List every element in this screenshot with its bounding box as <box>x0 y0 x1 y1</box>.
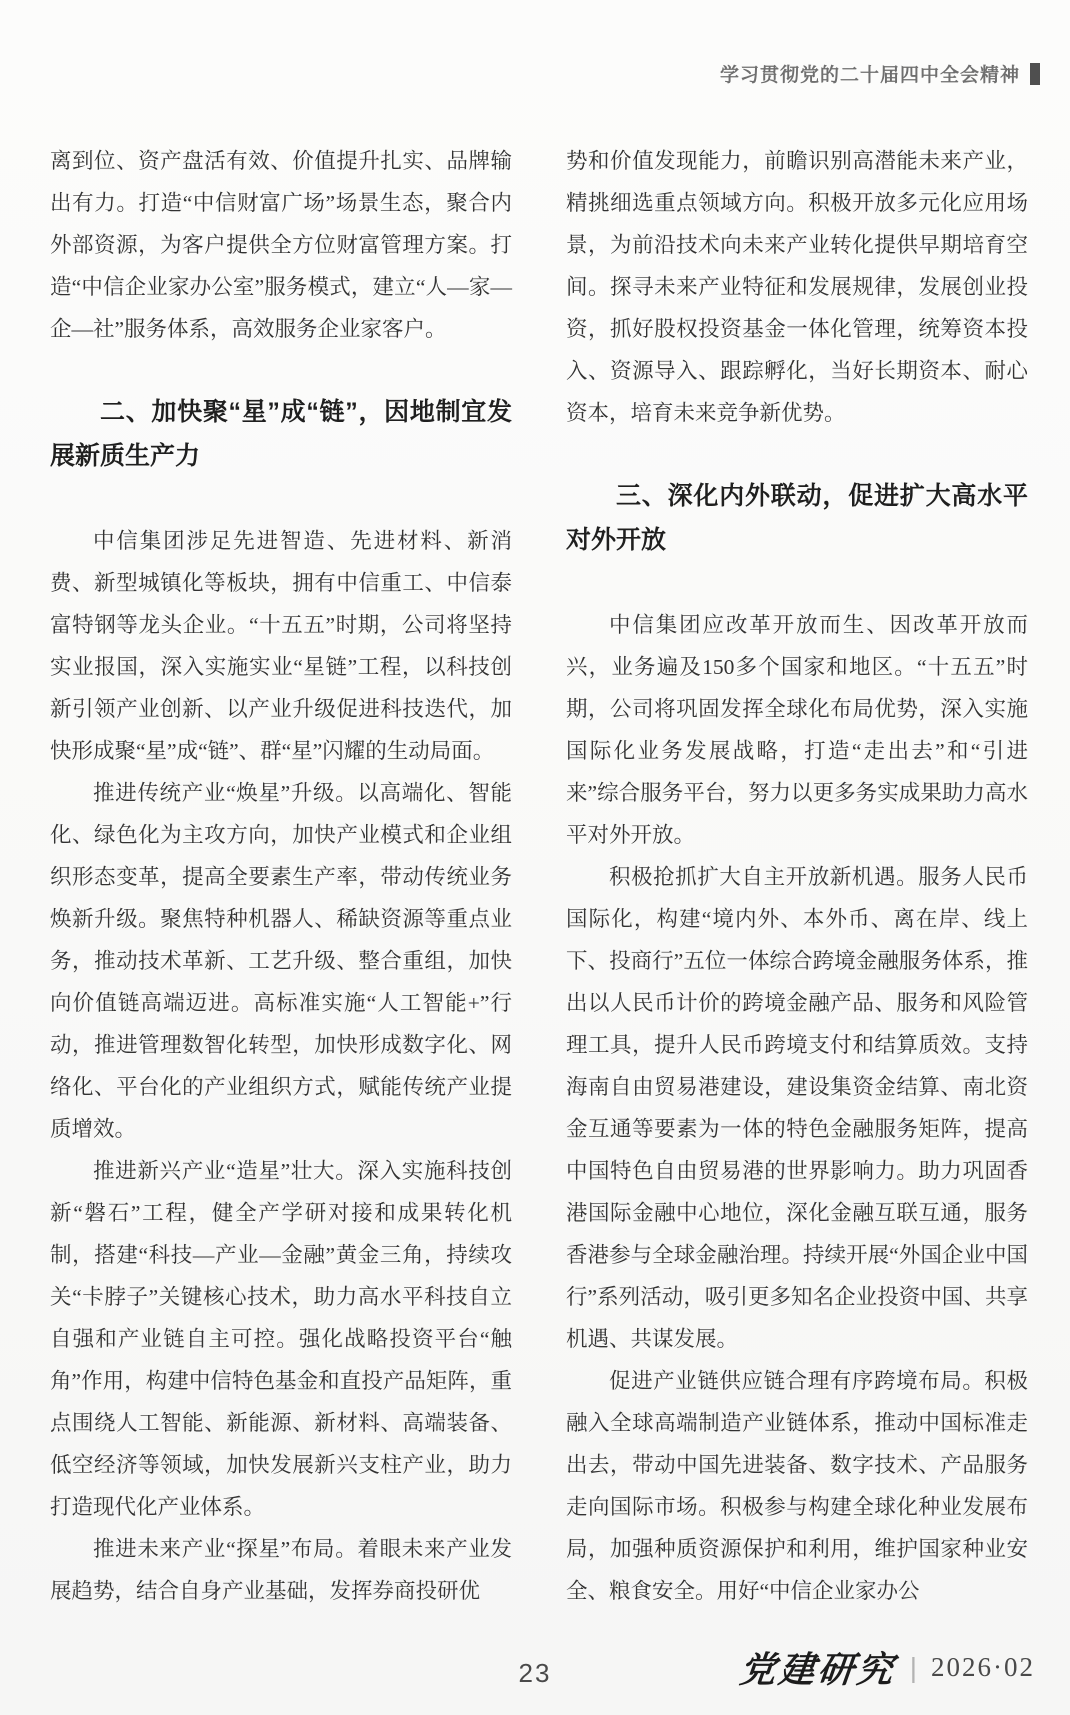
section-banner-text: 学习贯彻党的二十届四中全会精神 <box>719 65 1020 86</box>
issue-number: 2026·02 <box>931 1652 1035 1682</box>
body-paragraph: 中信集团应改革开放而生、因改革开放而兴，业务遍及150多个国家和地区。“十五五”时期，公司将巩固发挥全球化布局优势，深入实施国际化业务发展战略，打造“走出去”和“引进来”综合服务平台，努力以更多务实成果助力高水平对外开放。 <box>566 613 1028 847</box>
journal-footer <box>737 1642 1035 1693</box>
banner-bar-icon <box>1030 63 1040 85</box>
body-paragraph: 积极抢抓扩大自主开放新机遇。服务人民币国际化，构建“境内外、本外币、离在岸、线上下、投商行”五位一体综合跨境金融服务体系，推出以人民币计价的跨境金融产品、服务和风险管理工具，提升人民币跨境支付和结算质效。支持海南自由贸易港建设，建设集资金结算、南北资金互通等要素为一体的特色金融服务矩阵，提高中国特色自由贸易港的世界影响力。助力巩固香港国际金融中心地位，深化金融互联互通，服务香港参与全球金融治理。持续开展“外国企业中国行”系列活动，吸引更多知名企业投资中国、共享机遇、共谋发展。 <box>566 865 1028 1351</box>
section-heading: 三、深化内外联动，促进扩大高水平对外开放 <box>566 482 1028 554</box>
footer-divider: | <box>909 1651 917 1683</box>
body-paragraph: 离到位、资产盘活有效、价值提升扎实、品牌输出有力。打造“中信财富广场”场景生态，聚合内外部资源，为客户提供全方位财富管理方案。打造“中信企业家办公室”服务模式，建立“人—家—企—社”服务体系，高效服务企业家客户。 <box>50 149 512 341</box>
right-text-column <box>566 140 1028 1612</box>
body-paragraph: 推进新兴产业“造星”壮大。深入实施科技创新“磐石”工程，健全产学研对接和成果转化机制，搭建“科技—产业—金融”黄金三角，持续攻关“卡脖子”关键核心技术，助力高水平科技自立自强和产业链自主可控。强化战略投资平台“触角”作用，构建中信特色基金和直投产品矩阵，重点围绕人工智能、新能源、新材料、高端装备、低空经济等领域，加快发展新兴支柱产业，助力打造现代化产业体系。 <box>50 1159 512 1519</box>
body-paragraph: 中信集团涉足先进智造、先进材料、新消费、新型城镇化等板块，拥有中信重工、中信泰富特钢等龙头企业。“十五五”时期，公司将坚持实业报国，深入实施实业“星链”工程，以科技创新引领产业创新、以产业升级促进科技迭代，加快形成聚“星”成“链”、群“星”闪耀的生动局面。 <box>50 529 512 763</box>
body-paragraph: 促进产业链供应链合理有序跨境布局。积极融入全球高端制造产业链体系，推动中国标准走出去，带动中国先进装备、数字技术、产品服务走向国际市场。积极参与构建全球化种业发展布局，加强种质资源保护和利用，维护国家种业安全、粮食安全。用好“中信企业家办公 <box>566 1369 1028 1603</box>
page-header <box>720 60 1040 87</box>
body-paragraph: 势和价值发现能力，前瞻识别高潜能未来产业，精挑细选重点领域方向。积极开放多元化应用场景，为前沿技术向未来产业转化提供早期培育空间。探寻未来产业特征和发展规律，发展创业投资，抓好股权投资基金一体化管理，统筹资本投入、资源导入、跟踪孵化，当好长期资本、耐心资本，培育未来竞争新优势。 <box>566 149 1028 425</box>
body-paragraph: 推进未来产业“探星”布局。着眼未来产业发展趋势，结合自身产业基础，发挥券商投研优 <box>50 1537 512 1603</box>
left-text-column <box>50 140 512 1612</box>
journal-name-calligraphy: 党建研究 <box>737 1650 898 1690</box>
section-heading: 二、加快聚“星”成“链”，因地制宜发展新质生产力 <box>50 398 512 470</box>
body-paragraph: 推进传统产业“焕星”升级。以高端化、智能化、绿色化为主攻方向，加快产业模式和企业组织形态变革，提高全要素生产率，带动传统业务焕新升级。聚焦特种机器人、稀缺资源等重点业务，推动技术革新、工艺升级、整合重组，加快向价值链高端迈进。高标准实施“人工智能+”行动，推进管理数智化转型，加快形成数字化、网络化、平台化的产业组织方式，赋能传统产业提质增效。 <box>50 781 512 1141</box>
page-number: 23 <box>518 1658 552 1688</box>
